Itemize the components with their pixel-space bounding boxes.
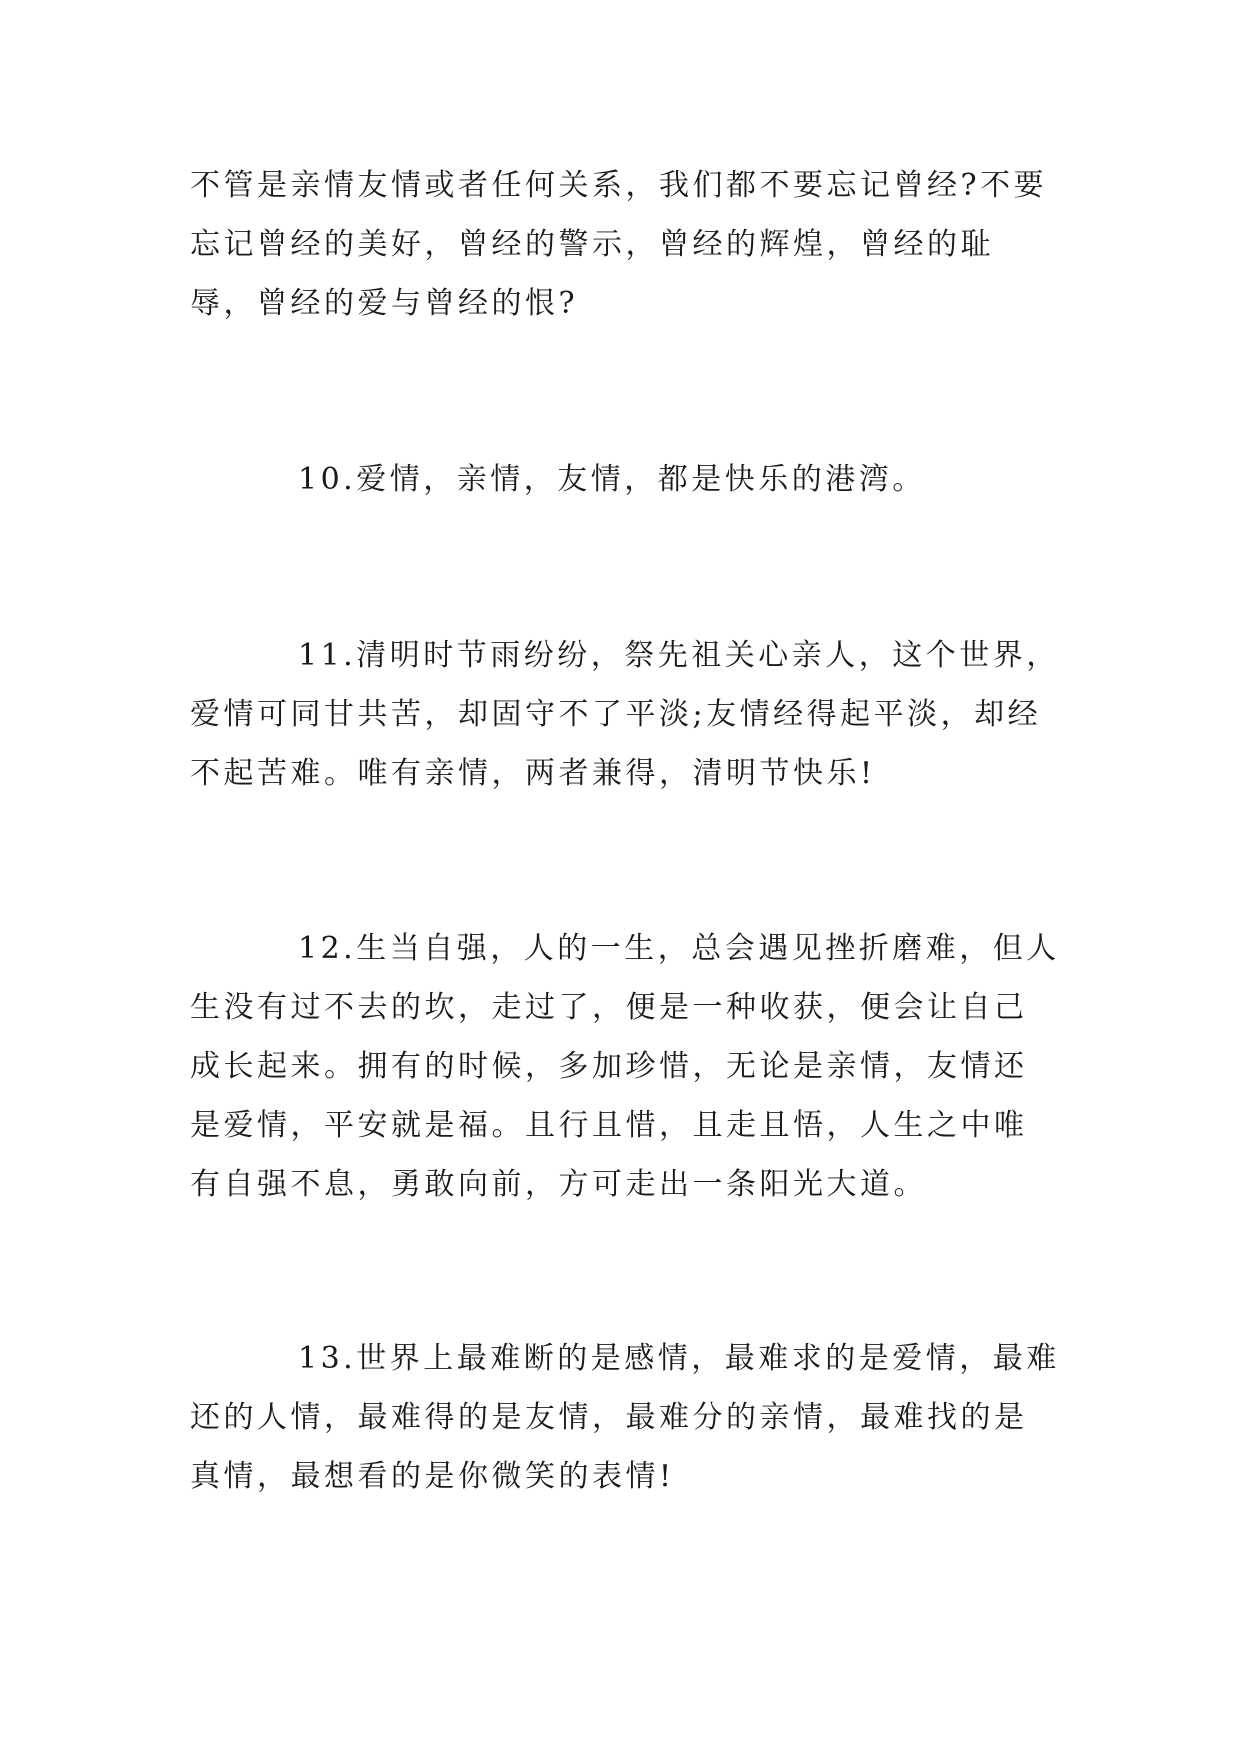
paragraph-item-12: 12.生当自强，人的一生，总会遇见挫折磨难，但人生没有过不去的坎，走过了，便是一种收获，便会让自己成长起来。拥有的时候，多加珍惜，无论是亲情，友情还是爱情，平安就是福。且行且惜，且走且悟，人生之中唯有自强不息，勇敢向前，方可走出一条阳光大道。	[190, 931, 1060, 1202]
paragraph-item-10: 10.爱情，亲情，友情，都是快乐的港湾。	[298, 462, 926, 497]
paragraph-item-11: 11.清明时节雨纷纷，祭先祖关心亲人，这个世界，爱情可同甘共苦，却固守不了平淡;友情经得起平淡，却经不起苦难。唯有亲情，两者兼得，清明节快乐!	[190, 638, 1060, 791]
paragraph-item-13: 13.世界上最难断的是感情，最难求的是爱情，最难还的人情，最难得的是友情，最难分的亲情，最难找的是真情，最想看的是你微笑的表情!	[190, 1341, 1060, 1494]
paragraph-intro: 不管是亲情友情或者任何关系，我们都不要忘记曾经?不要忘记曾经的美好，曾经的警示，曾经的辉煌，曾经的耻辱，曾经的爱与曾经的恨?	[190, 168, 1048, 321]
